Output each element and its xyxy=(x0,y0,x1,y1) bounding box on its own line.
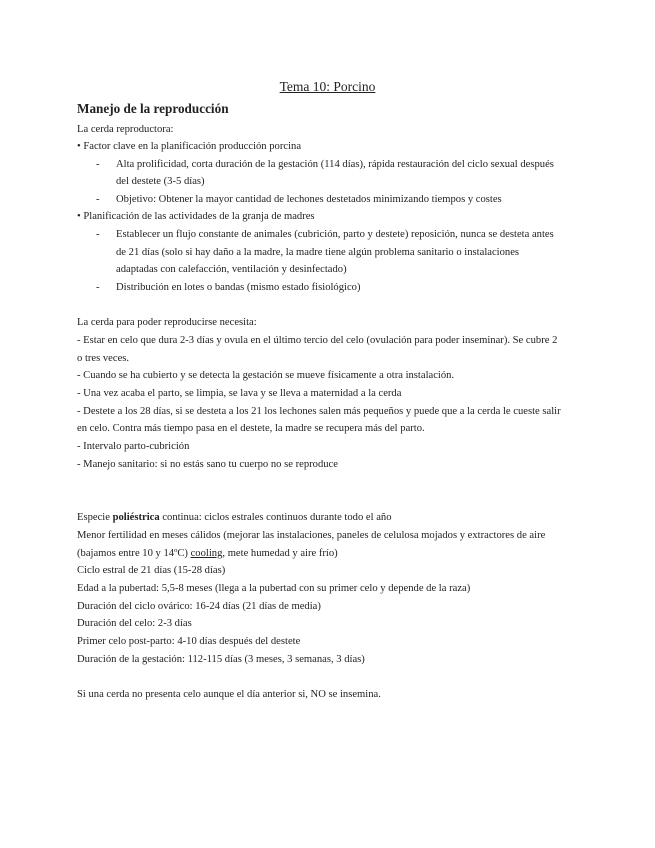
list-item-flujo-cont-2: adaptadas con calefacción, ventilación y desinfectado) xyxy=(116,264,347,275)
text-span: , mete humedad y aire frío) xyxy=(222,548,338,559)
document-title: Tema 10: Porcino xyxy=(279,79,376,94)
text-line: Duración del celo: 2-3 días xyxy=(77,618,192,629)
text-line: o tres veces. xyxy=(77,353,130,364)
dash-marker: - xyxy=(96,159,100,170)
bullet-planificacion: • Planificación de las actividades de la granja de madres xyxy=(77,211,315,222)
block1-intro: La cerda reproductora: xyxy=(77,124,174,135)
text-line: Ciclo estral de 21 días (15-28 días) xyxy=(77,565,226,576)
dash-marker: - xyxy=(96,282,100,293)
list-item-flujo-cont-1: de 21 días (solo si hay daño a la madre, la madre tiene algún problema sanitario o instalaciones xyxy=(116,247,520,258)
text-line: - Una vez acaba el parto, se limpia, se lava y se lleva a maternidad a la cerda xyxy=(77,388,402,399)
text-span: continua: ciclos estrales continuos durante todo el año xyxy=(159,512,392,523)
block2-intro: La cerda para poder reproducirse necesita: xyxy=(77,317,257,328)
text-line: - Intervalo parto-cubrición xyxy=(77,441,190,452)
text-line-cooling xyxy=(77,545,338,563)
dash-marker: - xyxy=(96,194,100,205)
bullet-factor-clave: • Factor clave en la planificación producción porcina xyxy=(77,141,302,152)
text-span: Especie xyxy=(77,512,113,523)
text-line: - Estar en celo que dura 2-3 días y ovula en el último tercio del celo (ovulación para poder inseminar). Se cubre 2 xyxy=(77,335,558,346)
bold-term: poliéstrica xyxy=(112,512,160,523)
text-line: Duración del ciclo ovárico: 16-24 días (21 días de media) xyxy=(77,601,321,612)
text-line: Edad a la pubertad: 5,5-8 meses (llega a la pubertad con su primer celo y depende de la raza) xyxy=(77,583,471,594)
list-item-prolificidad-cont: del destete (3-5 días) xyxy=(116,176,205,187)
list-item-flujo: Establecer un flujo constante de animales (cubrición, parto y destete) reposición, nunca se desteta antes xyxy=(116,229,554,240)
text-line: - Manejo sanitario: si no estás sano tu cuerpo no se reproduce xyxy=(77,459,338,470)
list-item-prolificidad: Alta prolificidad, corta duración de la gestación (114 días), rápida restauración del ciclo sexual después xyxy=(116,159,554,170)
list-item-distribucion: Distribución en lotes o bandas (mismo estado fisiológico) xyxy=(116,282,361,293)
text-line-especie xyxy=(77,509,392,527)
text-line: Primer celo post-parto: 4-10 días después del destete xyxy=(77,636,301,647)
text-line: - Destete a los 28 días, si se desteta a los 21 los lechones salen más pequeños y puede que a la cerda le cueste salir xyxy=(77,406,561,417)
dash-marker: - xyxy=(96,229,100,240)
text-span: (bajamos entre 10 y 14ºC) xyxy=(77,548,191,559)
final-note: Si una cerda no presenta celo aunque el día anterior si, NO se insemina. xyxy=(77,689,381,700)
underlined-term: cooling xyxy=(190,548,223,559)
text-line: - Cuando se ha cubierto y se detecta la gestación se mueve físicamente a otra instalación. xyxy=(77,370,455,381)
list-item-objetivo: Objetivo: Obtener la mayor cantidad de lechones destetados minimizando tiempos y costes xyxy=(116,194,502,205)
text-line: Duración de la gestación: 112-115 días (3 meses, 3 semanas, 3 días) xyxy=(77,654,365,665)
text-line: en celo. Contra más tiempo pasa en el destete, la madre se recupera más del parto. xyxy=(77,423,425,434)
section-heading: Manejo de la reproducción xyxy=(77,101,229,116)
text-line: Menor fertilidad en meses cálidos (mejorar las instalaciones, paneles de celulosa mojados y extractores de aire xyxy=(77,530,546,541)
